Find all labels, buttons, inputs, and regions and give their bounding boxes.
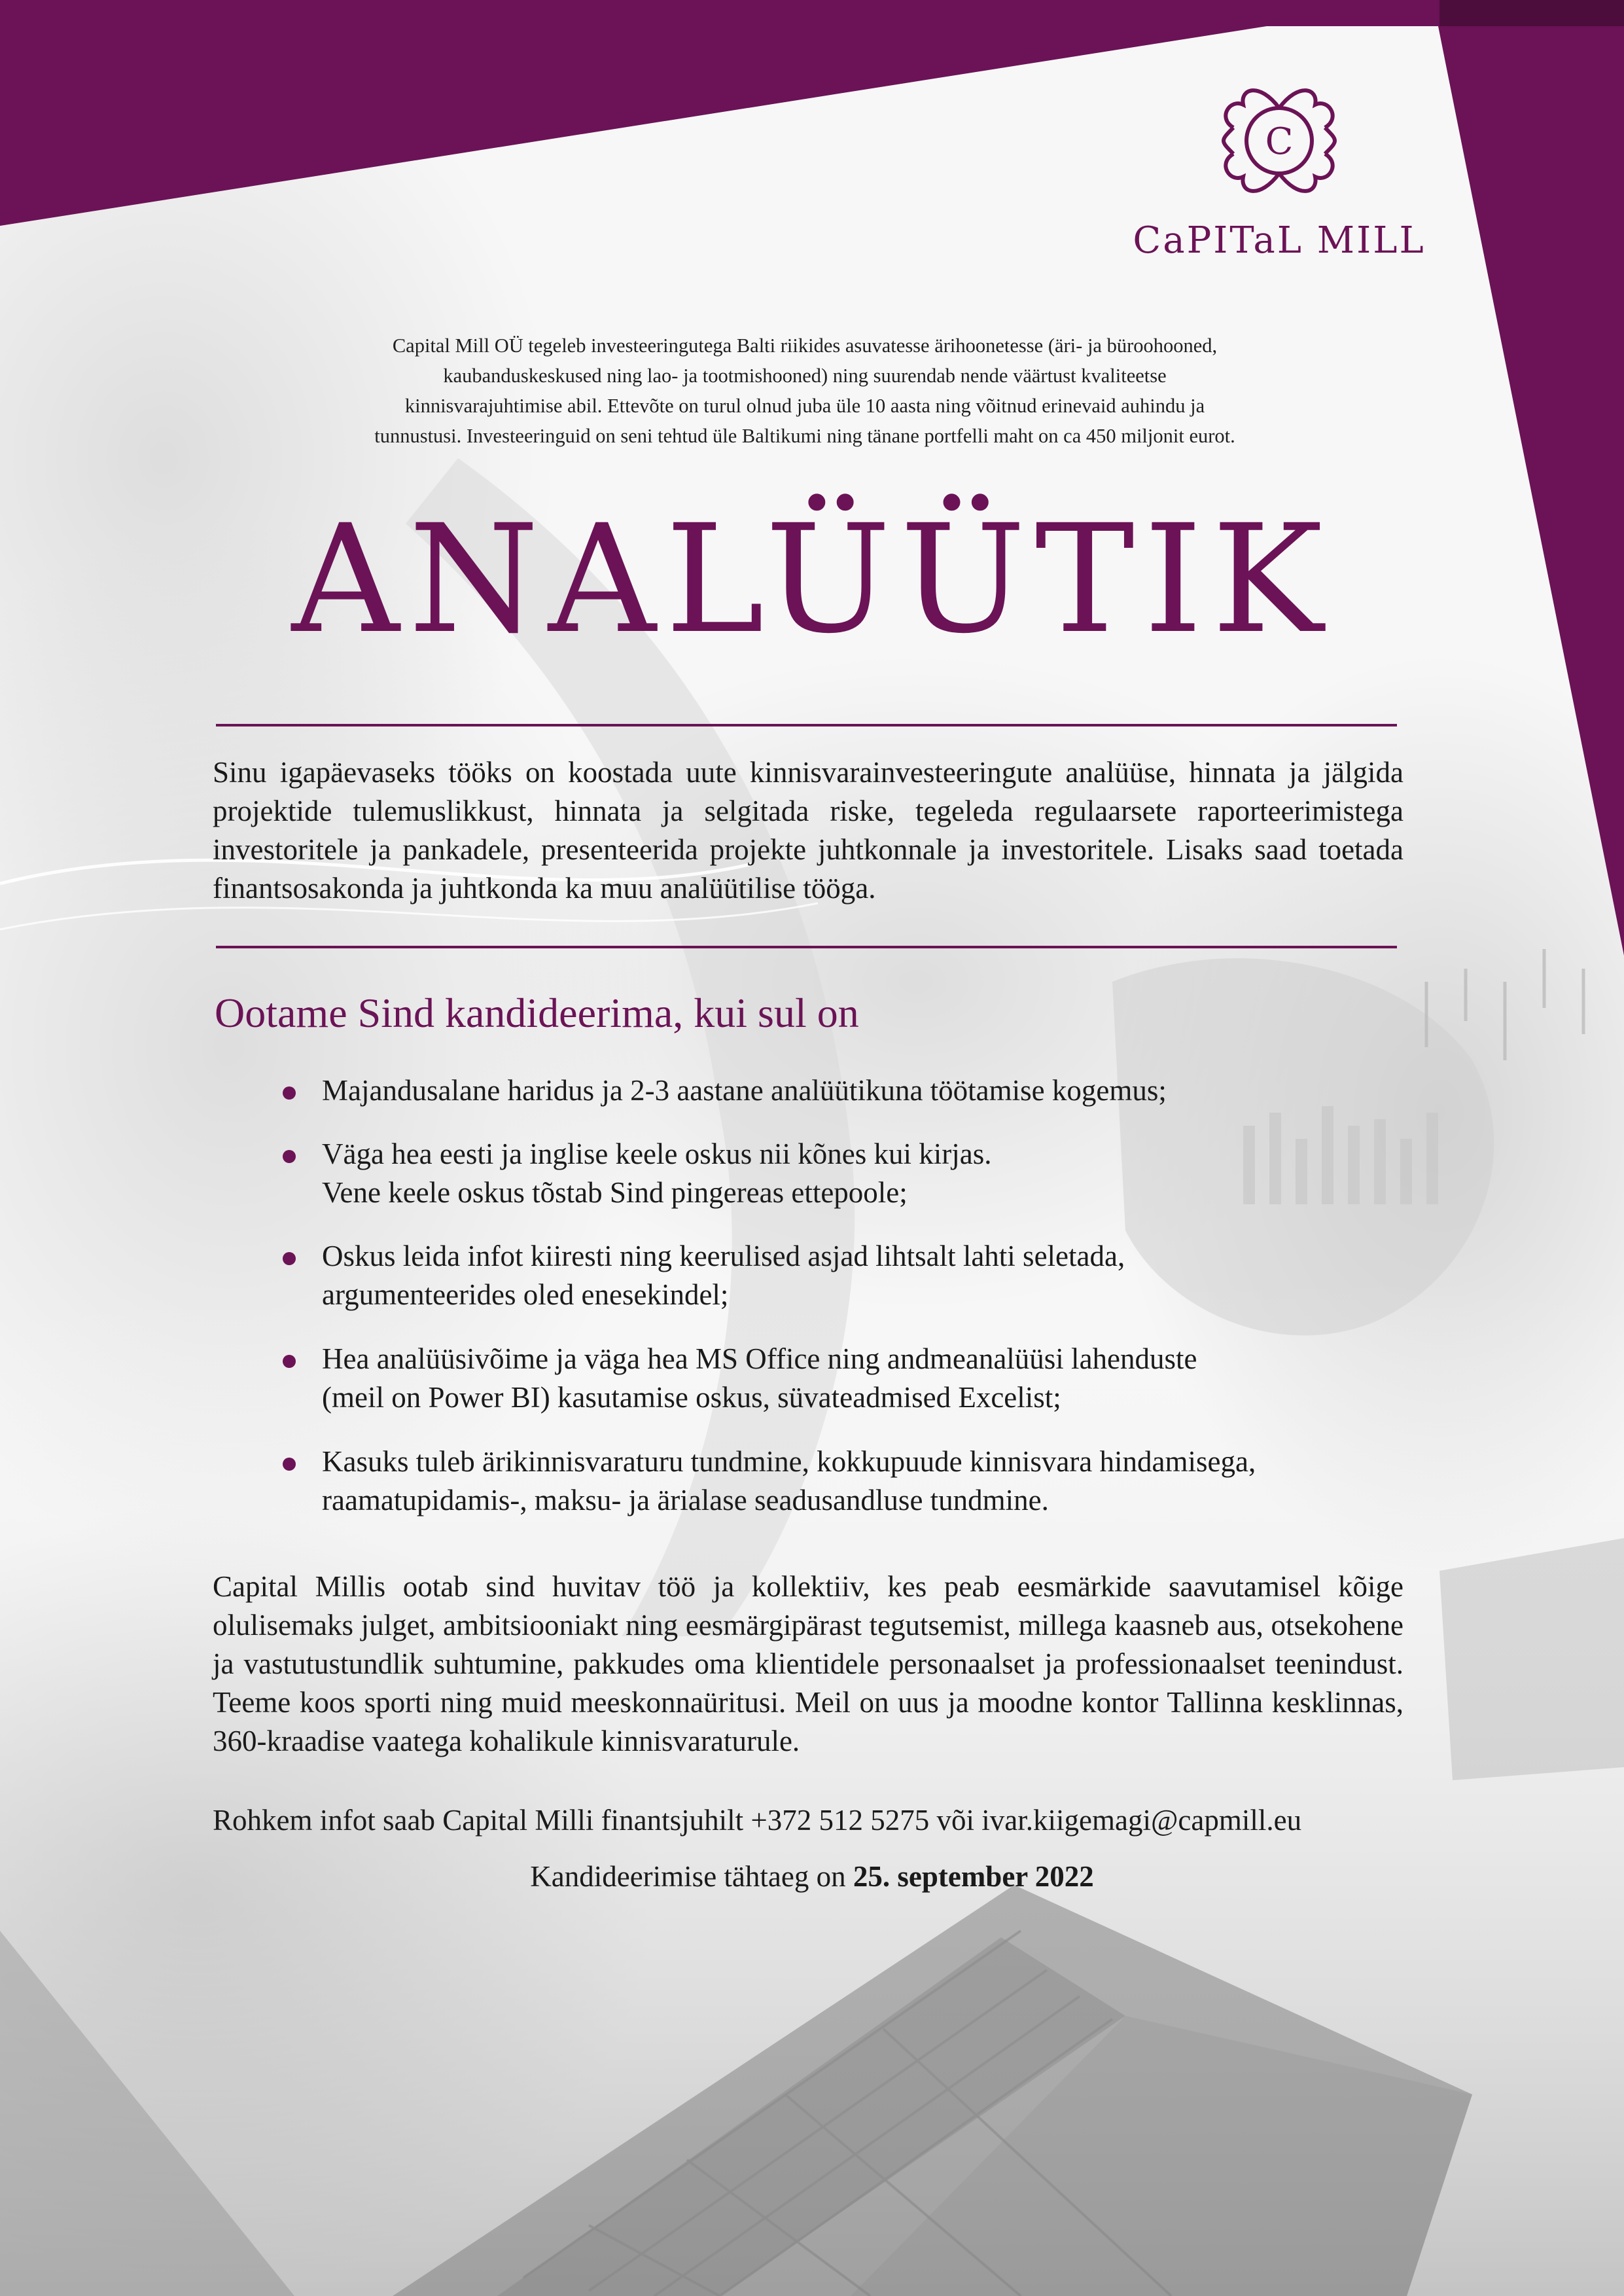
company-intro xyxy=(275,331,1335,451)
role-description: Sinu igapäevaseks tööks on koostada uute kinnisvarainvesteeringute analüüse, hinnata ja jälgida projektide tulemuslikkust, hinnata ja selgitada riske, tegeleda regulaarsete raporteerimistega investoritele ja pankadele, presenteerida projekte juhtkonnale ja investoritele. Lisaks saad toetada finantsosakonda ja juhtkonda ka muu analüütilise tööga. xyxy=(213,756,1403,905)
requirement-line: Hea analüüsivõime ja väga hea MS Office ning andmeanalüüsi lahenduste xyxy=(322,1342,1197,1375)
requirement-line: raamatupidamis-, maksu- ja ärialase seadusandluse tundmine. xyxy=(322,1484,1049,1516)
intro-line: tunnustusi. Investeeringuid on seni tehtud üle Baltikumi ning tänane portfelli maht on ca 450 miljonit eurot. xyxy=(374,425,1235,447)
bullet-icon xyxy=(283,1150,296,1163)
requirement-line: argumenteerides oled enesekindel; xyxy=(322,1278,729,1311)
requirement-line: (meil on Power BI) kasutamise oskus, süvateadmised Excelist; xyxy=(322,1381,1061,1414)
deadline-label: Kandideerimise tähtaeg on xyxy=(530,1860,853,1893)
requirement-line: Kasuks tuleb ärikinnisvaraturu tundmine, kokkupuude kinnisvara hindamisega, xyxy=(322,1445,1256,1478)
requirement-line: Oskus leida infot kiiresti ning keerulised asjad lihtsalt lahti seletada, xyxy=(322,1240,1125,1272)
application-deadline xyxy=(0,1857,1624,1896)
company-logo xyxy=(1129,79,1430,275)
contact-info: Rohkem infot saab Capital Milli finantsjuhilt +372 512 5275 või ivar.kiigemagi@capmill.eu xyxy=(213,1804,1302,1837)
intro-line: kinnisvarajuhtimise abil. Ettevõte on turul olnud juba üle 10 aasta ning võitnud erinevaid auhindu ja xyxy=(404,395,1205,417)
intro-line: Capital Mill OÜ tegeleb investeeringutega Balti riikides asuvatesse ärihoonetesse (äri- ja büroohooned, xyxy=(392,334,1218,357)
requirement-line: Majandusalane haridus ja 2-3 aastane analüütikuna töötamise kogemus; xyxy=(322,1074,1167,1107)
requirement-line: Väga hea eesti ja inglise keele oskus nii kõnes kui kirjas. xyxy=(322,1138,992,1170)
offer-description: Capital Millis ootab sind huvitav töö ja kollektiiv, kes peab eesmärkide saavutamisel kõige olulisemaks julget, ambitsiooniakt ning eesmärgipärast tegutsemist, millega kaasneb aus, otsekohene ja vastutustundlik suhtumine, pakkudes oma klientidele personaalset ja professionaalset teenindust. Teeme koos sporti ning muid meeskonnaüritusi. Meil on uus ja moodne kontor Tallinna kesklinnas, 360-kraadise vaatega kohalikule kinnisvaraturule. xyxy=(213,1570,1403,1757)
svg-text:C: C xyxy=(1265,120,1294,163)
bullet-icon xyxy=(283,1086,296,1100)
bullet-icon xyxy=(283,1252,296,1265)
divider xyxy=(216,946,1397,948)
job-title: ANALÜÜTIK xyxy=(291,492,1333,666)
requirements-heading: Ootame Sind kandideerima, kui sul on xyxy=(215,990,859,1036)
intro-line: kaubanduskeskused ning lao- ja tootmishooned) ning suurendab nende väärtust kvaliteetse xyxy=(443,365,1167,387)
requirement-line: Vene keele oskus tõstab Sind pingereas ettepoole; xyxy=(322,1176,908,1209)
deadline-date: 25. september 2022 xyxy=(853,1860,1094,1893)
bullet-icon xyxy=(283,1458,296,1471)
bullet-icon xyxy=(283,1355,296,1368)
logo-wordmark: CaPITaL MILL xyxy=(1133,219,1426,262)
logo-emblem-icon xyxy=(1129,79,1430,209)
divider xyxy=(216,724,1397,726)
